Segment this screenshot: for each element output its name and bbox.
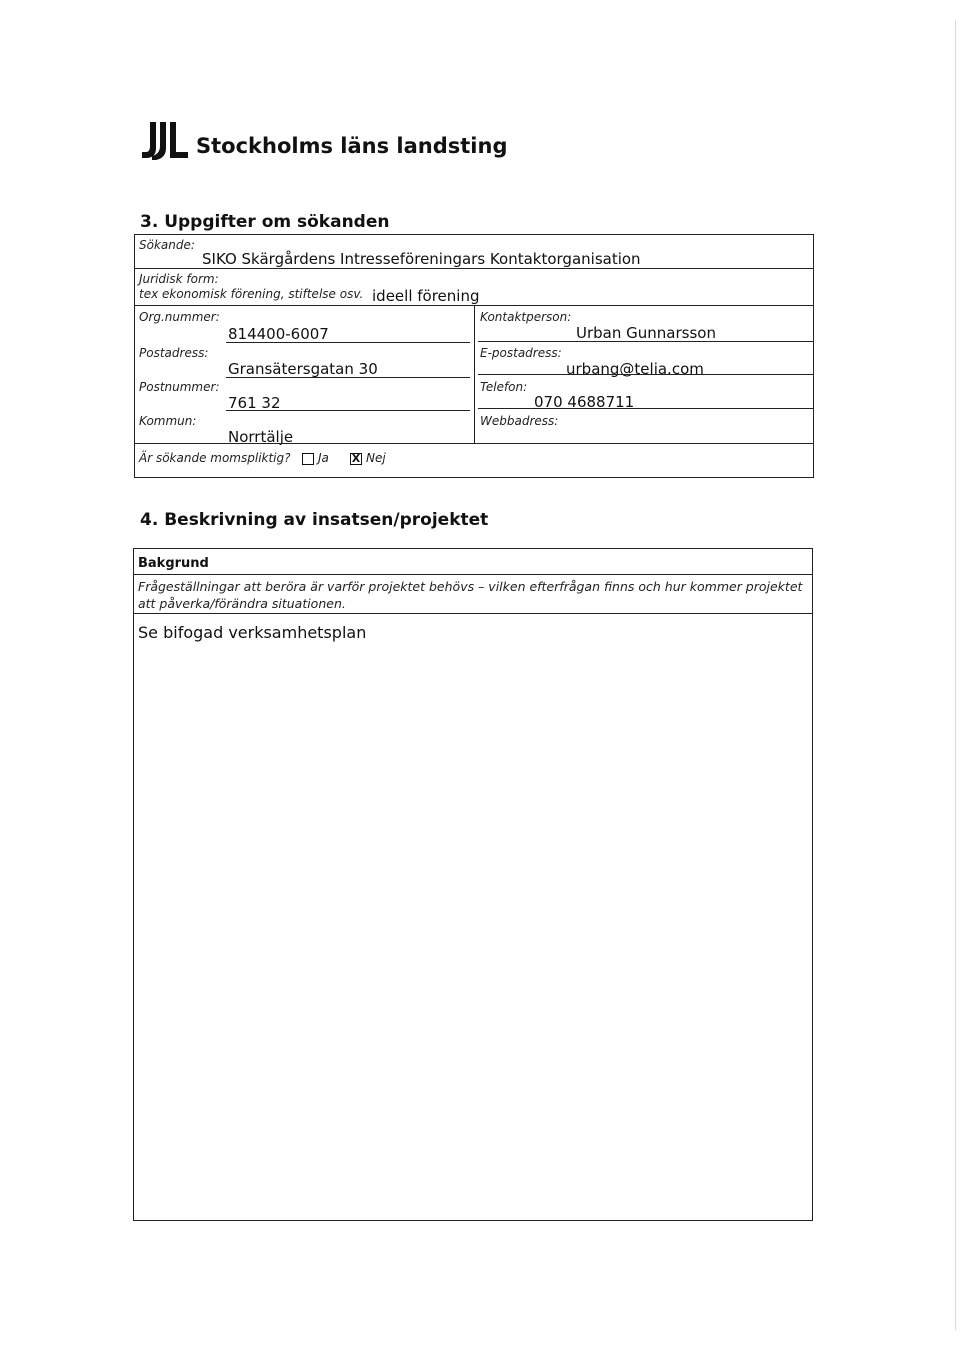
postadress-field[interactable]: Gransätersgatan 30 [228,360,378,378]
juridisk-hint: tex ekonomisk förening, stiftelse osv. [139,287,364,301]
checkmark-x-icon: X [351,452,361,465]
logo-text: Stockholms läns landsting [196,134,508,158]
sll-logo-icon [140,118,190,164]
telefon-label: Telefon: [480,380,528,394]
kontakt-field[interactable]: Urban Gunnarsson [576,324,716,342]
epost-field[interactable]: urbang@telia.com [566,360,704,378]
moms-nej-checkbox[interactable] [350,453,362,465]
postadress-label: Postadress: [139,346,209,360]
bakgrund-hint: Frågeställningar att beröra är varför projektet behövs – vilken efterfrågan finns och hur kommer projektet att påverka/förändra situationen. [138,579,803,611]
bakgrund-textarea[interactable]: Se bifogad verksamhetsplan [138,623,367,642]
section4-heading: 4. Beskrivning av insatsen/projektet [140,510,489,530]
sokande-label: Sökande: [139,238,195,252]
webb-field[interactable] [540,428,740,444]
kommun-label: Kommun: [139,414,197,428]
juridisk-field[interactable]: ideell förening [372,287,480,305]
section3-heading: 3. Uppgifter om sökanden [140,212,390,232]
moms-nej-label: Nej [366,451,386,465]
moms-ja-checkbox[interactable] [302,453,314,465]
orgnr-label: Org.nummer: [139,310,220,324]
logo [140,118,508,166]
moms-ja-label: Ja [318,451,329,465]
epost-label: E-postadress: [480,346,562,360]
kommun-field[interactable]: Norrtälje [228,428,294,446]
kontakt-label: Kontaktperson: [480,310,572,324]
webb-label: Webbadress: [480,414,559,428]
postnummer-label: Postnummer: [139,380,220,394]
postnummer-field[interactable]: 761 32 [228,394,281,412]
bakgrund-label: Bakgrund [138,556,209,571]
sokande-field[interactable]: SIKO Skärgårdens Intresseföreningars Kontaktorganisation [202,250,641,268]
orgnr-field[interactable]: 814400-6007 [228,325,329,343]
moms-question: Är sökande momspliktig? [139,451,291,465]
telefon-field[interactable]: 070 4688711 [534,393,635,411]
juridisk-label: Juridisk form: [139,272,219,286]
scan-edge [955,20,956,1330]
